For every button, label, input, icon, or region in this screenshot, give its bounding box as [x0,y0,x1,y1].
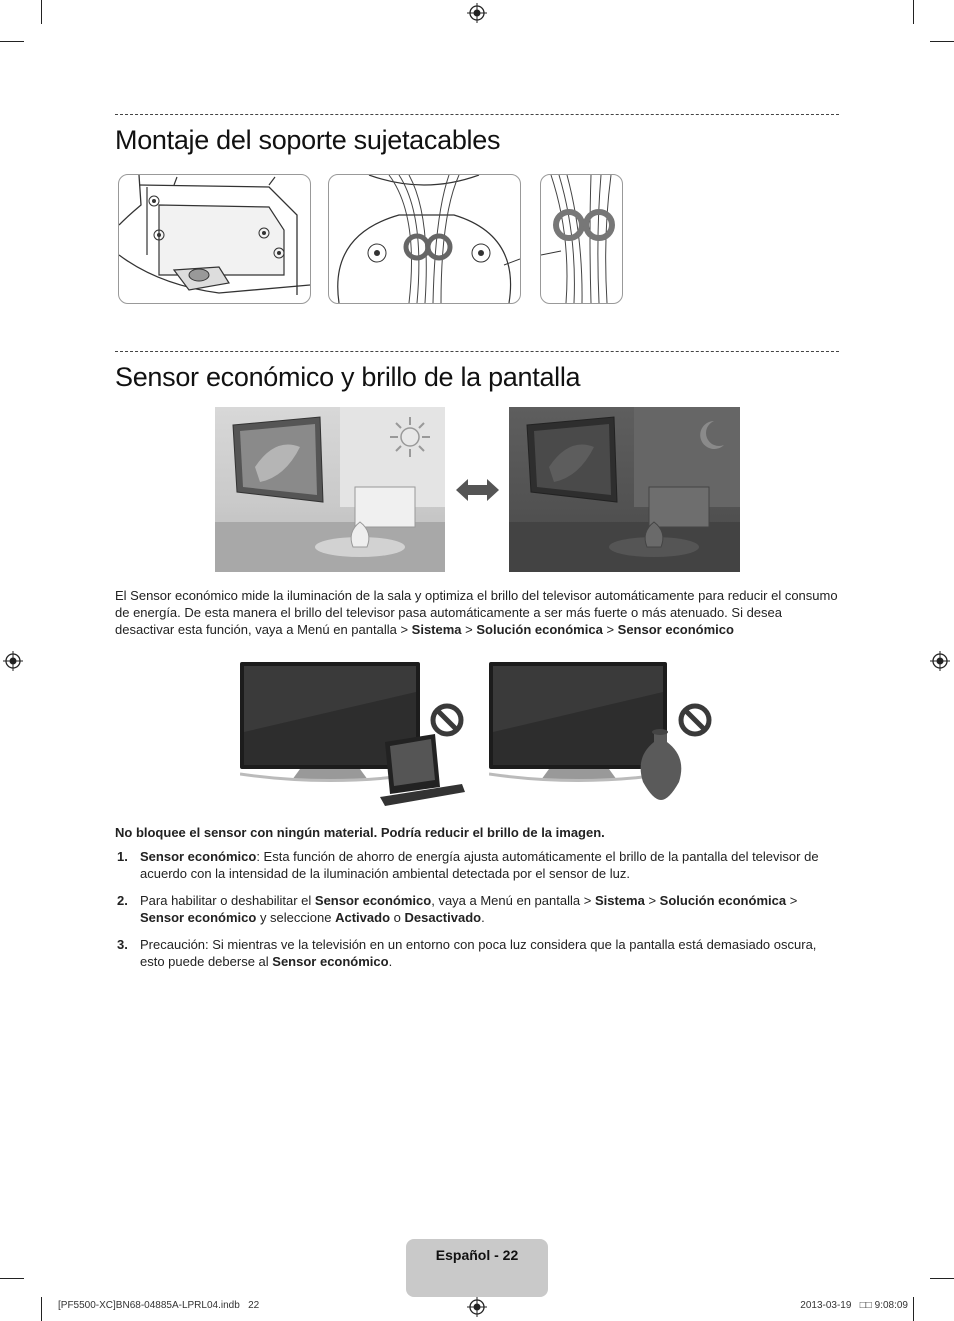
eco-sensor-description: El Sensor económico mide la iluminación de la sala y optimiza el brillo del televisor automáticamente para reducir el consumo de energía. De esta manera el brillo del televisor pasa automáticamente a ser más fuerte o más atenuado. Si desea desactivar esta función, vaya a Menú en pantalla > Sistema > Solución económica > Sensor económico [115,588,838,637]
section-divider [115,114,839,115]
page-number: Español - 22 [435,1247,519,1263]
print-file-slug: [PF5500-XC]BN68-04885A-LPRL04.indb 22 [58,1300,260,1311]
cable-bundle-closeup-illustration [540,174,623,304]
list-item: 2. Para habilitar o deshabilitar el Sensor económico, vaya a Menú en pantalla > Sistema > Solución económica > Sensor económico y seleccione Activado o Desactivado. [117,893,798,925]
registration-mark-icon [930,651,950,671]
registration-mark-icon [467,1297,487,1317]
obstruction-warning: No bloquee el sensor con ningún material. Podría reducir el brillo de la imagen. [115,825,605,840]
crop-mark [913,0,914,24]
section-title-eco-sensor: Sensor económico y brillo de la pantalla [115,362,581,392]
double-arrow-icon [456,478,499,502]
stand-back-illustration [118,174,311,304]
menu-path-eco-solution: Solución económica [476,622,603,637]
dark-room-image [509,407,740,572]
crop-mark [930,1278,954,1279]
crop-mark [41,1297,42,1321]
print-timestamp: 2013-03-19 □□ 9:08:09 [800,1300,908,1311]
crop-mark [0,1278,24,1279]
section-divider [115,351,839,352]
bright-room-image [215,407,445,572]
menu-path-system: Sistema [411,622,462,637]
tv-blocked-by-frame-image [240,662,472,807]
registration-mark-icon [3,651,23,671]
notes-list [115,848,839,980]
tv-blocked-by-vase-image [489,662,717,807]
list-item: 1. Sensor económico: Esta función de ahorro de energía ajusta automáticamente el brillo de la pantalla del televisor de acuerdo con la intensidad de la iluminación ambiental detectada por el sensor de luz. [117,849,819,881]
crop-mark [913,1297,914,1321]
crop-mark [0,41,24,42]
crop-mark [41,0,42,24]
crop-mark [930,41,954,42]
registration-mark-icon [467,3,487,23]
cable-clip-illustration [328,174,521,304]
section-title-cable-holder: Montaje del soporte sujetacables [115,125,501,155]
list-item: 3. Precaución: Si mientras ve la televisión en un entorno con poca luz considera que la pantalla está demasiado oscura, esto puede deberse al Sensor económico. [117,937,817,969]
menu-path-eco-sensor: Sensor económico [617,622,734,637]
